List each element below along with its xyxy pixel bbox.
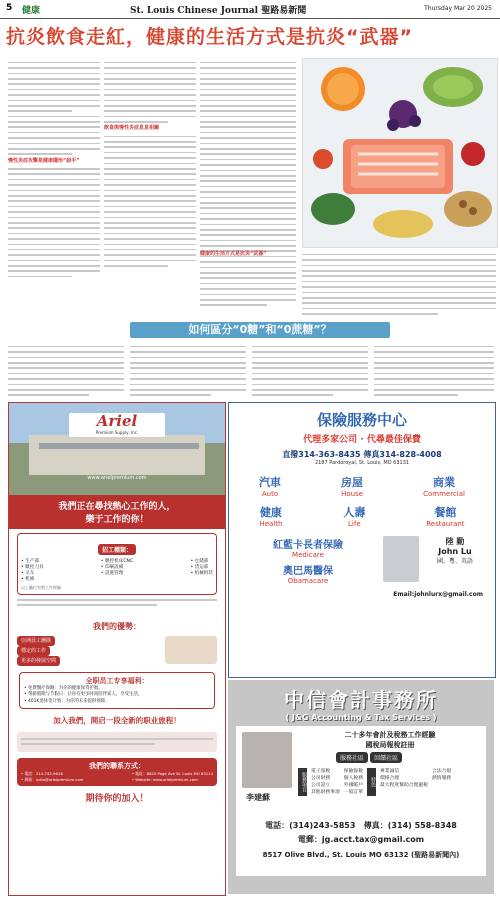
category-auto: 汽車 <box>259 476 282 489</box>
accounting-address: 8517 Olive Blvd., St. Louis MO 63132 (聖路易新聞內) <box>262 851 460 859</box>
text-lines <box>302 254 496 315</box>
agent-name-en: John Lu <box>438 547 472 556</box>
sugar-article-col-4 <box>374 342 494 398</box>
service-item: 電子報稅 <box>311 769 331 774</box>
contact-website[interactable]: • Website: www.arielpremium.com <box>131 777 198 783</box>
benefit-item: • 免費醫疗保險：为你的健康保驾护航。 <box>24 686 103 691</box>
sugar-article-col-1 <box>8 342 124 398</box>
position-item: • 設施管理 <box>100 571 124 576</box>
text-lines <box>104 62 196 123</box>
advantage-pill: 穩定的工作 <box>17 646 50 656</box>
ariel-headline-1: 我們正在尋找熱心工作的人， <box>58 502 176 512</box>
position-item: • 數控机床CNC <box>100 559 134 564</box>
accountant-photo <box>242 732 292 788</box>
service-item: 外國帳戶 <box>343 783 363 788</box>
accounting-badges <box>336 752 402 763</box>
anti-inflammatory-food-image <box>303 59 497 247</box>
text-lines <box>200 261 296 306</box>
category-health: 健康 <box>259 506 282 519</box>
article-title: 抗炎飲食走紅，健康的生活方式是抗炎“武器” <box>6 26 413 48</box>
accounting-services <box>298 768 451 796</box>
ariel-positions-box <box>17 533 217 595</box>
ariel-benefits-box <box>19 672 215 709</box>
accounting-phone-fax <box>236 820 486 831</box>
contact-email[interactable]: • 郵箱：lydia@arielpremium.com <box>21 777 84 783</box>
article-column-2 <box>104 58 196 318</box>
accounting-subtitle: ( J&G Accounting & Tax Services ) <box>285 713 437 722</box>
category-health-en: Health <box>259 520 283 528</box>
ariel-promo-strip <box>17 732 217 752</box>
ariel-headline <box>9 495 225 529</box>
service-item: 個人稅務 <box>343 776 363 781</box>
service-item: 公司財務 <box>311 776 331 781</box>
positions-note: 以上職位有獎工作經驗 <box>21 585 61 590</box>
insurance-phone[interactable]: 直撥314-363-8435 傳真314-828-4008 <box>282 450 442 459</box>
accounting-fax: 傳真：(314) 558-8348 <box>363 821 457 830</box>
insurance-address: 2187 Pardoroyal, St. Louis, MO 63131 <box>314 460 410 466</box>
position-item: • 货运部 <box>190 565 209 570</box>
category-commercial-en: Commercial <box>423 490 465 498</box>
subheading: 健康的生活方式是抗炎“武器” <box>200 251 267 257</box>
accounting-phone[interactable]: 電話：(314)243-5853 <box>265 821 356 830</box>
accounting-tagline-1: 二十多年會計及稅務工作經驗 <box>344 731 436 739</box>
ariel-website-overlay[interactable]: www.arielpremium.com <box>87 475 147 481</box>
position-item: • 數控刀具 <box>21 565 44 570</box>
position-item: • 机械组装 <box>190 571 213 576</box>
position-item: • 生产部 <box>21 559 39 564</box>
advantage-pill: 亞洲員工團隊 <box>17 636 55 646</box>
category-life: 人壽 <box>343 506 366 519</box>
advantage-pill: 更多的發展空間 <box>17 656 60 666</box>
feature-item: 價格合理 <box>380 776 400 781</box>
feature-item: 最大程度幫助合理避稅 <box>380 783 428 788</box>
text-lines <box>104 136 196 267</box>
page-number: 5 <box>6 3 13 13</box>
ariel-join-text: 加入我們，開启一段全新的职业旅程！ <box>53 716 181 726</box>
service-item: 一般訂單 <box>343 790 363 795</box>
text-lines <box>8 346 124 396</box>
accounting-title: 中信會計事務所 <box>284 688 438 712</box>
service-item: 保險報稅 <box>343 769 363 774</box>
agent-photo <box>383 536 419 582</box>
ariel-recruitment-ad <box>8 402 226 896</box>
ariel-logo: Ariel <box>96 412 138 430</box>
text-lines <box>8 168 100 277</box>
insurance-title: 保險服務中心 <box>316 411 407 429</box>
ariel-advantages <box>17 636 217 666</box>
category-restaurant: 餐館 <box>434 506 457 519</box>
issue-date: Thursday Mar 20 2025 <box>424 5 492 12</box>
badge-giveback: 回饋社區 <box>370 752 402 763</box>
text-lines <box>130 346 246 396</box>
agent-languages: 國、粵、英語 <box>436 558 473 565</box>
accounting-email[interactable]: 電郵：jg.acct.tax@gmail.com <box>297 835 425 844</box>
section-name: 健康 <box>22 6 41 16</box>
article-column-4 <box>200 250 296 318</box>
text-lines <box>200 62 296 263</box>
insurance-bottom <box>229 536 495 585</box>
sugar-article-col-2 <box>130 342 246 398</box>
ariel-building-photo <box>9 403 225 495</box>
category-commercial: 商業 <box>433 476 456 489</box>
category-life-en: Life <box>348 520 361 528</box>
article-column-1 <box>8 58 100 318</box>
badge-service: 服務社區 <box>336 752 368 763</box>
accountant-name: 李建蘇 <box>246 793 270 802</box>
food-photo <box>302 58 498 248</box>
contact-phone[interactable]: • 電話：314-743-9616 <box>21 771 63 777</box>
medicare-label: 紅藍卡長者保險 <box>273 540 343 551</box>
category-house: 房屋 <box>341 476 364 489</box>
position-item: • 印刷設備 <box>100 565 124 570</box>
text-lines <box>252 346 368 396</box>
ariel-note-lines <box>17 599 217 617</box>
text-lines <box>8 62 100 155</box>
sugar-article-col-3 <box>252 342 368 398</box>
office-illustration <box>165 636 217 664</box>
subheading: 慢性炎症攻擊是健康隱形“殺手” <box>8 157 80 164</box>
insurance-email[interactable]: Email:johnlurx@gmail.com <box>393 591 483 598</box>
benefit-item: • 帶薪假期与节假日：让你有更多时间陪伴家人，享受生活。 <box>24 692 143 698</box>
sugar-article-banner: 如何區分“0糖”和“0蔗糖”？ <box>130 322 390 338</box>
insurance-categories-row2 <box>229 504 495 528</box>
feature-item: 專業誠信 <box>380 769 400 774</box>
ariel-closing: 期待你的加入！ <box>85 794 149 805</box>
benefit-item: • 401K退休金计划：为你的未来提供保障。 <box>24 698 110 704</box>
contact-address: • 地址：8825 Page Ave St. Louis MO 63114 <box>131 771 213 777</box>
position-item: • 机修 <box>21 577 35 582</box>
category-restaurant-en: Restaurant <box>426 520 465 528</box>
contact-title: 我們的聯系方式： <box>89 762 145 771</box>
article-column-5 <box>302 250 496 318</box>
subheading: 飲食與慢性炎症息息相關 <box>104 125 160 132</box>
services-label-2: 特色 <box>367 768 376 796</box>
ariel-advantage-title: 我們的優勢： <box>93 622 141 631</box>
position-item: • 仓储部 <box>190 559 209 564</box>
ariel-contact-box <box>17 758 217 786</box>
agent-name-cn: 陸 勤 <box>445 537 465 546</box>
medicare-en: Medicare <box>292 551 324 559</box>
accounting-ad <box>228 680 494 894</box>
category-house-en: House <box>341 490 364 498</box>
services-label-1: 服務項目 <box>298 768 307 796</box>
feature-item: 合法合規 <box>431 769 452 774</box>
newspaper-name: St. Louis Chinese Journal 聖路易新聞 <box>130 6 307 16</box>
ariel-logo-sub: Premium Supply, Inc. <box>95 430 139 435</box>
ariel-recruit-title: 招工種類： <box>98 544 136 555</box>
insurance-categories-row1 <box>229 474 495 498</box>
page-header <box>0 0 500 19</box>
benefits-title: 全职员工专享福利： <box>85 677 149 685</box>
accounting-tagline-2: 國稅局報稅註冊 <box>365 741 415 749</box>
accounting-body <box>236 726 486 876</box>
obamacare-en: Obamacare <box>287 577 329 585</box>
position-item: • 叉车 <box>21 571 35 576</box>
text-lines <box>374 346 494 396</box>
service-item: 其他財務事項 <box>311 790 340 795</box>
service-item: 公司設立 <box>311 783 331 788</box>
feature-item: 熱情服務 <box>431 776 452 781</box>
obamacare-label: 奧巴馬醫保 <box>283 566 333 577</box>
insurance-subtitle: 代理多家公司 · 代尋最佳保費 <box>303 435 421 445</box>
ariel-headline-2: 樂于工作的你！ <box>85 515 149 525</box>
category-auto-en: Auto <box>261 490 279 498</box>
insurance-ad <box>228 402 496 678</box>
